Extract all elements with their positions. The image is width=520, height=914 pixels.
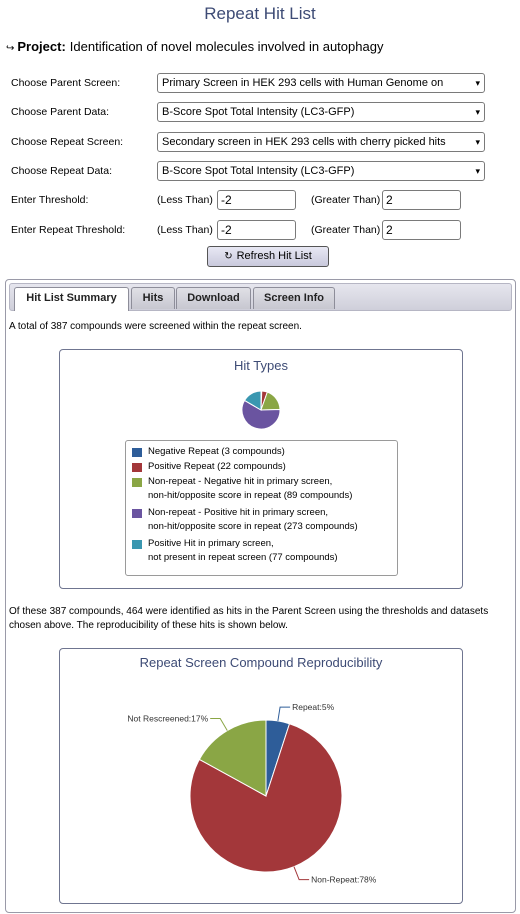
repeat-threshold-less-label: (Less Than) [157,224,213,236]
repeat-screen-value: Secondary screen in HEK 293 cells with cherry picked hits [162,136,446,148]
legend-swatch [132,509,142,518]
parent-screen-select[interactable] [157,73,485,93]
refresh-icon: ↻ [224,251,233,262]
parent-screen-label: Choose Parent Screen: [11,77,121,89]
threshold-greater-label: (Greater Than) [311,194,381,206]
threshold-row [11,190,511,210]
hit-types-chart [59,349,463,589]
legend-label-line2: non-hit/opposite score in repeat (273 compounds) [148,521,358,532]
legend-label-line2: not present in repeat screen (77 compounds) [148,552,338,563]
reproducibility-title: Repeat Screen Compound Reproducibility [139,655,383,670]
refresh-button-label: Refresh Hit List [236,250,312,262]
threshold-greater-input[interactable]: 2 [382,190,461,210]
parent-screen-note: Of these 387 compounds, 464 were identified as hits in the Parent Screen using the thresholds and datasets chosen above. The reproducibility of these hits is shown below. [9,606,489,631]
hit-types-title: Hit Types [234,358,288,373]
threshold-label: Enter Threshold: [11,194,89,206]
repeat-threshold-row [11,220,511,240]
summary-intro: A total of 387 compounds were screened within the repeat screen. [9,321,302,332]
pie-leader-line [210,719,227,731]
reproducibility-pie [60,671,462,901]
legend-swatch [132,540,142,549]
hit-types-legend [125,440,398,576]
pie-leader-line [294,867,309,880]
tab-screen-info[interactable]: Screen Info [253,287,335,309]
project-line [6,39,383,54]
page-title: Repeat Hit List [204,4,316,23]
project-label: Project: [17,39,66,54]
parent-data-value: B-Score Spot Total Intensity (LC3-GFP) [162,106,355,118]
parent-screen-value: Primary Screen in HEK 293 cells with Human Genome on [162,77,444,89]
repeat-data-select[interactable] [157,161,485,181]
legend-swatch [132,463,142,472]
repeat-threshold-greater-label: (Greater Than) [311,224,381,236]
threshold-less-input[interactable]: -2 [217,190,296,210]
repeat-screen-label: Choose Repeat Screen: [11,136,124,148]
parent-data-label: Choose Parent Data: [11,106,110,118]
repeat-threshold-less-input[interactable]: -2 [217,220,296,240]
return-arrow-icon: ↪ [6,43,15,54]
legend-label: Positive Hit in primary screen, [148,538,274,549]
legend-swatch [132,448,142,457]
pie-data-label: Not Rescreened:17% [127,713,209,724]
chevron-down-icon: ▾ [475,107,480,117]
tab-hits[interactable]: Hits [131,287,175,309]
results-panel [5,279,516,913]
legend-label: Non-repeat - Negative hit in primary screen, [148,476,333,487]
reproducibility-chart [59,648,463,904]
chevron-down-icon: ▾ [475,166,480,176]
chevron-down-icon: ▾ [475,137,480,147]
pie-data-label: Non-Repeat:78% [311,874,377,885]
repeat-threshold-greater-input[interactable]: 2 [382,220,461,240]
repeat-data-label: Choose Repeat Data: [11,165,112,177]
tab-hit-list-summary[interactable]: Hit List Summary [14,287,129,311]
tab-bar [9,283,512,311]
repeat-data-value: B-Score Spot Total Intensity (LC3-GFP) [162,165,355,177]
parent-data-select[interactable] [157,102,485,122]
refresh-hit-list-button[interactable] [207,246,329,267]
repeat-screen-select[interactable] [157,132,485,152]
threshold-less-label: (Less Than) [157,194,213,206]
chevron-down-icon: ▾ [475,78,480,88]
legend-label: Negative Repeat (3 compounds) [148,446,285,457]
project-name: Identification of novel molecules involved in autophagy [69,39,384,54]
legend-swatch [132,478,142,487]
legend-label: Positive Repeat (22 compounds) [148,461,286,472]
legend-label-line2: non-hit/opposite score in repeat (89 compounds) [148,490,353,501]
tab-download[interactable]: Download [176,287,251,309]
legend-label: Non-repeat - Positive hit in primary screen, [148,507,329,518]
repeat-threshold-label: Enter Repeat Threshold: [11,224,126,236]
pie-data-label: Repeat:5% [292,702,335,713]
pie-leader-line [278,707,290,721]
